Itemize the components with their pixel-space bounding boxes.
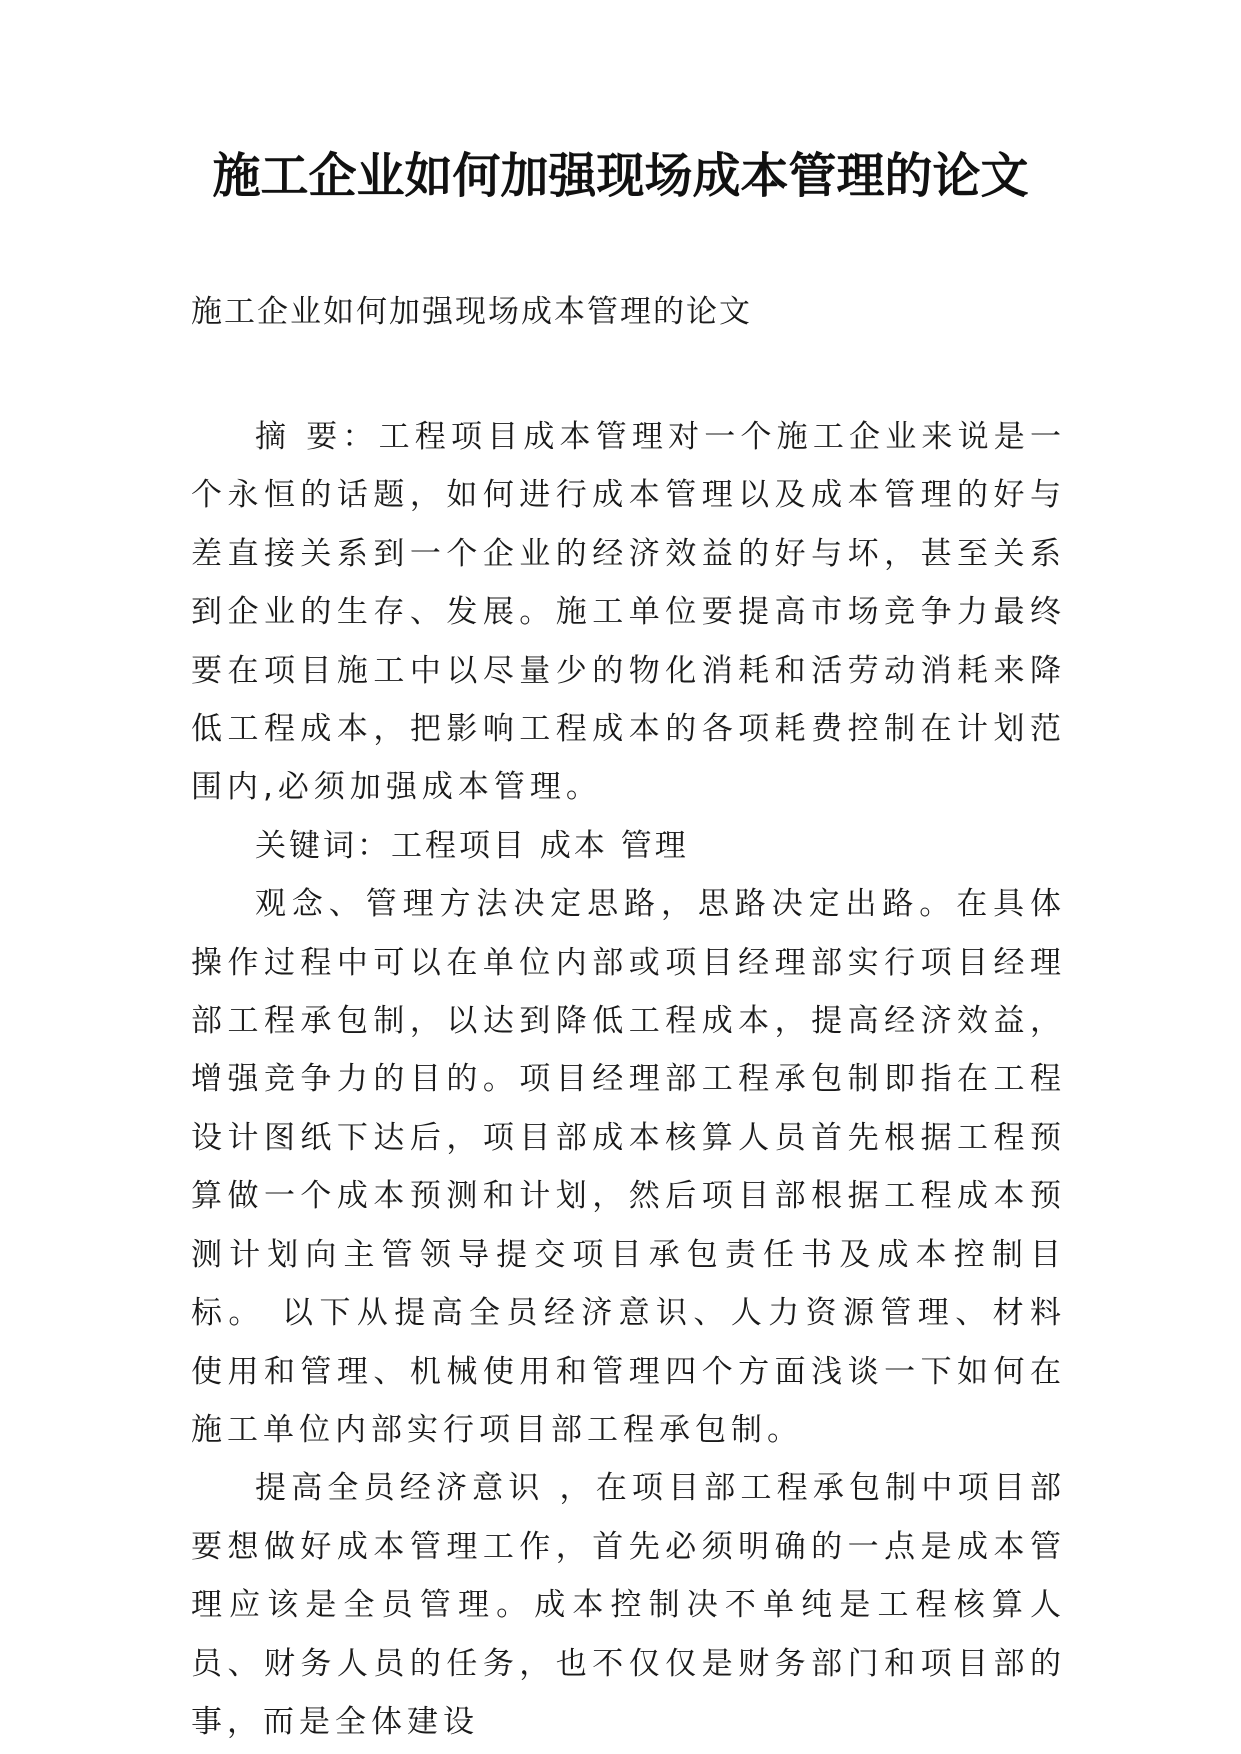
document-body — [191, 408, 1066, 1751]
body-paragraph-concept: 观念、管理方法决定思路，思路决定出路。在具体操作过程中可以在单位内部或项目经理部实行项目经理部工程承包制，以达到降低工程成本，提高经济效益，增强竞争力的目的。项目经理部工程承包制即指在工程设计图纸下达后，项目部成本核算人员首先根据工程预算做一个成本预测和计划，然后项目部根据工程成本预测计划向主管领导提交项目承包责任书及成本控制目标。 以下从提高全员经济意识、人力资源管理、材料使用和管理、机械使用和管理四个方面浅谈一下如何在施工单位内部实行项目部工程承包制。 — [191, 886, 1066, 1448]
body-paragraph-awareness: 提高全员经济意识 ，在项目部工程承包制中项目部要想做好成本管理工作，首先必须明确的一点是成本管理应该是全员管理。成本控制决不单纯是工程核算人员、财务人员的任务，也不仅仅是财务部门和项目部的事，而是全体建设 — [191, 1470, 1066, 1740]
abstract-paragraph: 摘 要：工程项目成本管理对一个施工企业来说是一个永恒的话题，如何进行成本管理以及成本管理的好与差直接关系到一个企业的经济效益的好与坏，甚至关系到企业的生存、发展。施工单位要提高市场竞争力最终要在项目施工中以尽量少的物化消耗和活劳动消耗来降低工程成本，把影响工程成本的各项耗费控制在计划范围内,必须加强成本管理。 — [191, 419, 1066, 806]
keywords-paragraph: 关键词：工程项目 成本 管理 — [255, 827, 689, 864]
document-subtitle: 施工企业如何加强现场成本管理的论文 — [191, 294, 752, 330]
document-title: 施工企业如何加强现场成本管理的论文 — [212, 148, 1029, 204]
